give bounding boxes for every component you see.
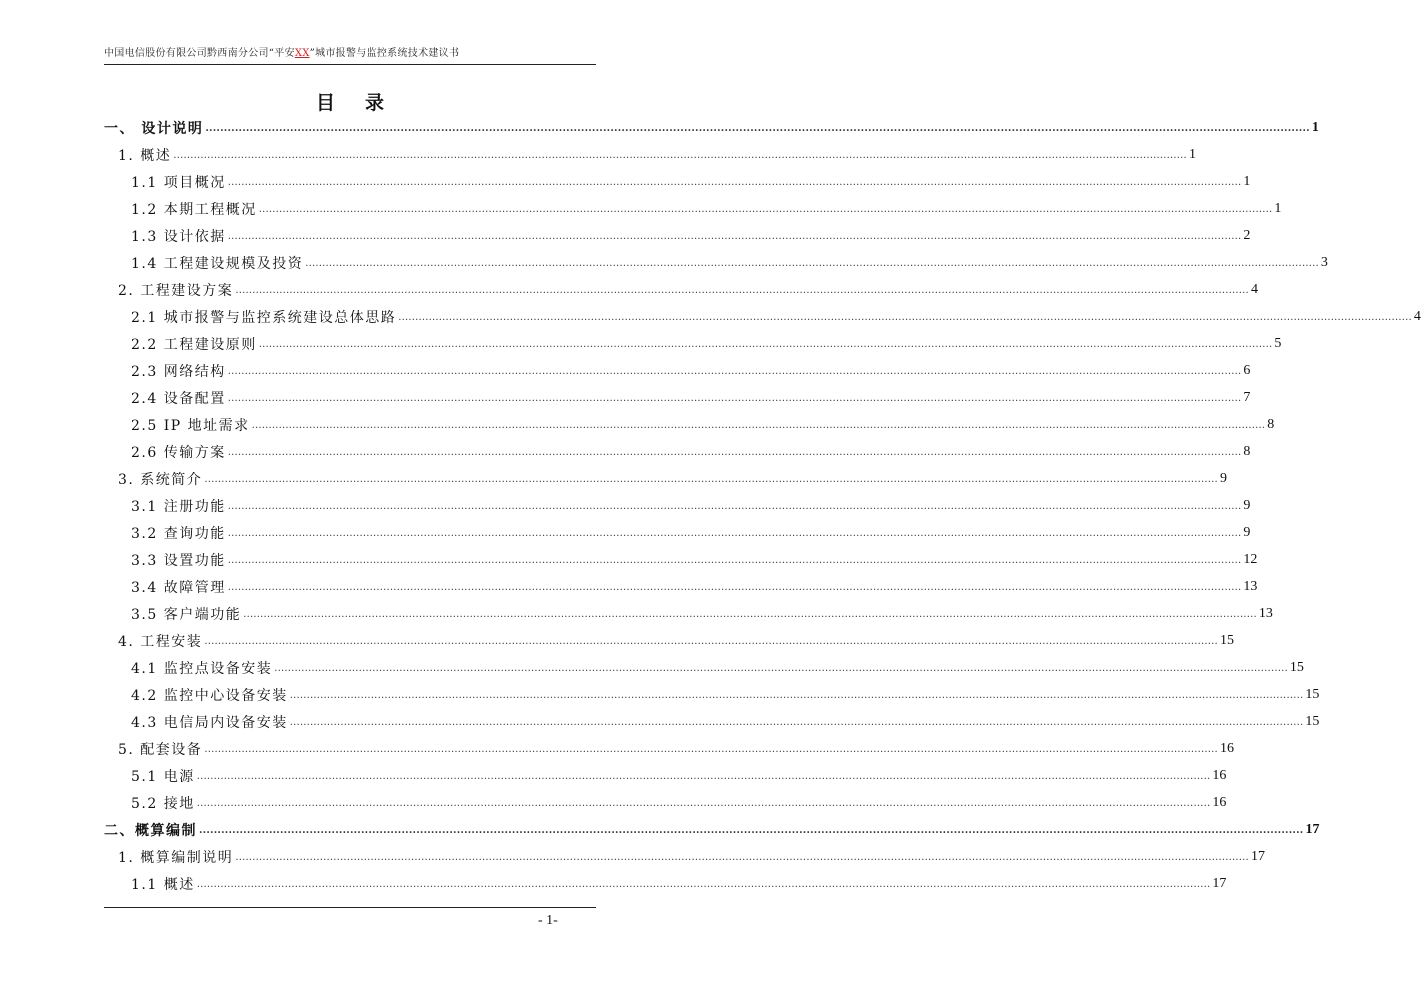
toc-leader-dots: ............................................................................................................................................................................................................................................................................................................	[227, 582, 1242, 593]
toc-entry-page: 6	[1243, 362, 1251, 378]
toc-leader-dots: ............................................................................................................................................................................................................................................................................................................	[243, 609, 1257, 620]
toc-leader-dots: ............................................................................................................................................................................................................................................................................................................	[227, 555, 1242, 566]
toc-leader-dots: ............................................................................................................................................................................................................................................................................................................	[305, 258, 1319, 269]
toc-entry-label: 2.5 IP 地址需求	[131, 417, 250, 434]
header-text-before: 中国电信股份有限公司黔西南分公司“平安	[104, 48, 295, 59]
header-text-after: ”城市报警与监控系统技术建议书	[309, 48, 460, 59]
toc-entry-page: 1	[1311, 119, 1319, 135]
toc-entry-page: 9	[1243, 497, 1251, 513]
toc-entry-label: 2.3 网络结构	[131, 363, 226, 380]
toc-title: 目录	[315, 92, 414, 114]
toc-leader-dots: ............................................................................................................................................................................................................................................................................................................	[274, 663, 1288, 674]
toc-entry-label: 1.2 本期工程概况	[131, 201, 257, 218]
toc-entry[interactable]	[104, 600, 1273, 627]
toc-entry-label: 4.2 监控中心设备安装	[131, 687, 288, 704]
toc-leader-dots: ............................................................................................................................................................................................................................................................................................................	[258, 339, 1273, 350]
toc-entry-label: 1. 概述	[118, 147, 172, 164]
toc-leader-dots: ............................................................................................................................................................................................................................................................................................................	[258, 204, 1273, 215]
toc-leader-dots: ............................................................................................................................................................................................................................................................................................................	[251, 420, 1266, 431]
toc-entry-page: 12	[1243, 551, 1258, 567]
toc-entry-page: 2	[1243, 227, 1251, 243]
toc-entry-page: 15	[1289, 659, 1304, 675]
toc-entry-label: 3.2 查询功能	[131, 525, 226, 542]
toc-entry-label: 1. 概算编制说明	[118, 849, 234, 866]
toc-entry[interactable]	[104, 870, 1227, 897]
toc-leader-dots: ............................................................................................................................................................................................................................................................................................................	[199, 825, 1304, 836]
toc-entry[interactable]	[104, 222, 1251, 249]
toc-leader-dots: ............................................................................................................................................................................................................................................................................................................	[227, 393, 1242, 404]
toc-entry-page: 16	[1212, 794, 1227, 810]
toc-entry-page: 13	[1243, 578, 1258, 594]
toc-entry-page: 1	[1274, 200, 1282, 216]
toc-entry-page: 7	[1243, 389, 1251, 405]
toc-entry-label: 3.5 客户端功能	[131, 606, 242, 623]
toc-entry-page: 8	[1243, 443, 1251, 459]
toc-entry[interactable]	[104, 708, 1320, 735]
toc-entry-page: 3	[1320, 254, 1328, 270]
toc-entry-label: 4. 工程安装	[118, 633, 203, 650]
footer-rule	[104, 907, 596, 908]
toc-entry[interactable]	[104, 384, 1251, 411]
toc-leader-dots: ............................................................................................................................................................................................................................................................................................................	[227, 231, 1242, 242]
toc-entry[interactable]	[104, 141, 1196, 168]
toc-entry-page: 9	[1243, 524, 1251, 540]
toc-entry-label: 3.4 故障管理	[131, 579, 226, 596]
document-header	[104, 44, 596, 59]
toc-entry-label: 2. 工程建设方案	[118, 282, 234, 299]
toc-entry[interactable]	[104, 276, 1258, 303]
toc-leader-dots: ............................................................................................................................................................................................................................................................................................................	[196, 798, 1211, 809]
page-number: - 1-	[538, 913, 558, 928]
toc-entry-page: 4	[1250, 281, 1258, 297]
toc-entry-page: 8	[1267, 416, 1275, 432]
toc-leader-dots: ............................................................................................................................................................................................................................................................................................................	[205, 123, 1310, 134]
toc-leader-dots: ............................................................................................................................................................................................................................................................................................................	[235, 852, 1249, 863]
toc-leader-dots: ............................................................................................................................................................................................................................................................................................................	[227, 177, 1242, 188]
toc-entry-page: 4	[1413, 308, 1421, 324]
toc-entry[interactable]	[104, 492, 1251, 519]
toc-entry-label: 1.1 概述	[131, 876, 195, 893]
toc-entry-page: 5	[1274, 335, 1282, 351]
toc-leader-dots: ............................................................................................................................................................................................................................................................................................................	[235, 285, 1249, 296]
toc-entry[interactable]	[104, 681, 1320, 708]
toc-entry-label: 二、概算编制	[104, 822, 197, 839]
toc-entry-label: 1.4 工程建设规模及投资	[131, 255, 304, 272]
toc-entry[interactable]	[104, 357, 1251, 384]
toc-entry[interactable]	[104, 816, 1320, 843]
toc-entry-label: 3.3 设置功能	[131, 552, 226, 569]
toc-entry-page: 15	[1305, 686, 1320, 702]
table-of-contents	[104, 114, 1421, 897]
toc-leader-dots: ............................................................................................................................................................................................................................................................................................................	[227, 447, 1242, 458]
toc-leader-dots: ............................................................................................................................................................................................................................................................................................................	[227, 366, 1242, 377]
toc-entry[interactable]	[104, 438, 1251, 465]
toc-leader-dots: ............................................................................................................................................................................................................................................................................................................	[196, 879, 1211, 890]
toc-entry[interactable]	[104, 843, 1265, 870]
toc-entry[interactable]	[104, 789, 1227, 816]
toc-entry-page: 1	[1188, 146, 1196, 162]
toc-entry[interactable]	[104, 465, 1227, 492]
toc-entry-page: 15	[1305, 713, 1320, 729]
header-text-highlight: XX	[294, 48, 310, 59]
toc-entry-page: 17	[1305, 821, 1320, 837]
toc-entry-page: 16	[1219, 740, 1234, 756]
toc-entry[interactable]	[104, 114, 1319, 141]
toc-entry[interactable]	[104, 519, 1251, 546]
toc-entry-label: 5.2 接地	[131, 795, 195, 812]
toc-leader-dots: ............................................................................................................................................................................................................................................................................................................	[204, 636, 1218, 647]
toc-entry-page: 16	[1212, 767, 1227, 783]
toc-entry-label: 3.1 注册功能	[131, 498, 226, 515]
toc-entry[interactable]	[104, 573, 1258, 600]
toc-entry[interactable]	[104, 249, 1328, 276]
toc-entry[interactable]	[104, 762, 1227, 789]
toc-entry[interactable]	[104, 168, 1251, 195]
toc-entry-page: 1	[1243, 173, 1251, 189]
toc-entry-page: 15	[1219, 632, 1234, 648]
toc-entry-label: 4.1 监控点设备安装	[131, 660, 273, 677]
toc-leader-dots: ............................................................................................................................................................................................................................................................................................................	[204, 474, 1218, 485]
toc-entry-label: 1.3 设计依据	[131, 228, 226, 245]
toc-leader-dots: ............................................................................................................................................................................................................................................................................................................	[289, 690, 1304, 701]
toc-entry-page: 13	[1258, 605, 1273, 621]
toc-leader-dots: ............................................................................................................................................................................................................................................................................................................	[173, 150, 1187, 161]
toc-entry[interactable]	[104, 735, 1234, 762]
toc-entry[interactable]	[104, 411, 1275, 438]
toc-leader-dots: ............................................................................................................................................................................................................................................................................................................	[289, 717, 1304, 728]
toc-entry-label: 5.1 电源	[131, 768, 195, 785]
toc-entry-label: 2.6 传输方案	[131, 444, 226, 461]
toc-entry-label: 3. 系统简介	[118, 471, 203, 488]
toc-entry-page: 9	[1219, 470, 1227, 486]
toc-entry[interactable]	[104, 303, 1421, 330]
toc-leader-dots: ............................................................................................................................................................................................................................................................................................................	[227, 528, 1242, 539]
toc-leader-dots: ............................................................................................................................................................................................................................................................................................................	[227, 501, 1242, 512]
toc-entry-page: 17	[1212, 875, 1227, 891]
toc-entry-label: 5. 配套设备	[118, 741, 203, 758]
toc-entry-label: 2.2 工程建设原则	[131, 336, 257, 353]
toc-entry-page: 17	[1250, 848, 1265, 864]
toc-leader-dots: ............................................................................................................................................................................................................................................................................................................	[398, 312, 1412, 323]
toc-leader-dots: ............................................................................................................................................................................................................................................................................................................	[196, 771, 1211, 782]
header-rule	[104, 64, 596, 65]
toc-entry[interactable]	[104, 627, 1234, 654]
toc-entry-label: 一、 设计说明	[104, 120, 204, 137]
toc-entry[interactable]	[104, 330, 1282, 357]
toc-entry[interactable]	[104, 546, 1258, 573]
toc-leader-dots: ............................................................................................................................................................................................................................................................................................................	[204, 744, 1218, 755]
toc-entry-label: 2.1 城市报警与监控系统建设总体思路	[131, 309, 397, 326]
toc-entry-label: 4.3 电信局内设备安装	[131, 714, 288, 731]
toc-entry[interactable]	[104, 654, 1304, 681]
toc-entry[interactable]	[104, 195, 1282, 222]
toc-entry-label: 2.4 设备配置	[131, 390, 226, 407]
toc-entry-label: 1.1 项目概况	[131, 174, 226, 191]
